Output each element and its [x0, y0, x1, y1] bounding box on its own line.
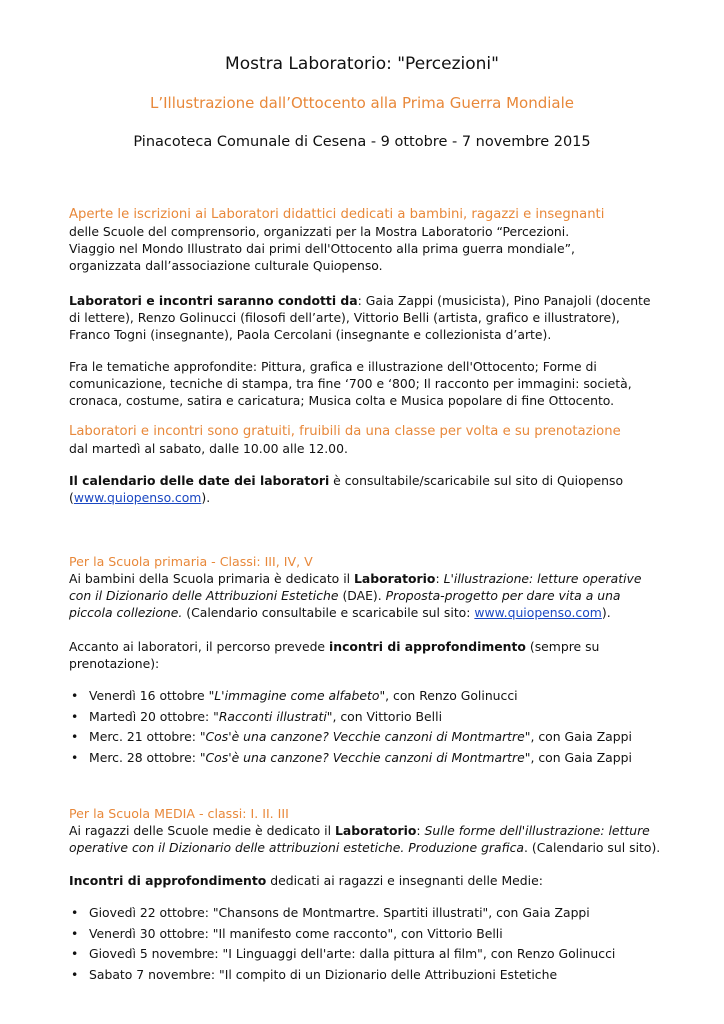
intro-lead: Aperte le iscrizioni ai Laboratori didattici dedicati a bambini, ragazzi e insegnanti: [69, 207, 605, 222]
media-line: Ai ragazzi delle Scuole medie è dedicato il Laboratorio: Sulle forme dell'illustrazione: letture: [69, 823, 650, 838]
primaria-meetings-line: Accanto ai laboratori, il percorso prevede incontri di approfondimento (sempre su: [69, 639, 600, 654]
conductors-paragraph: [69, 292, 669, 343]
primaria-section: [69, 553, 669, 621]
primaria-line: piccola collezione. (Calendario consultabile e scaricabile sul sito: www.quiopenso.com).: [69, 605, 611, 620]
list-item: • Martedì 20 ottobre: "Racconti illustrati", con Vittorio Belli: [71, 708, 443, 724]
media-section: [69, 805, 669, 856]
list-item: • Merc. 28 ottobre: "Cos'è una canzone? Vecchie canzoni di Montmartre", con Gaia Zappi: [71, 749, 632, 765]
primaria-meetings-intro: [69, 638, 669, 672]
conductors-line: di lettere), Renzo Golinucci (filosofi dell’arte), Vittorio Belli (artista, grafico e illustratore),: [69, 310, 620, 325]
media-meetings-line: Incontri di approfondimento dedicati ai ragazzi e insegnanti delle Medie:: [69, 873, 543, 888]
primaria-line: con il Dizionario delle Attribuzioni Estetiche (DAE). Proposta-progetto per dare vita a una: [69, 588, 621, 603]
list-item: • Giovedì 5 novembre: "I Linguaggi dell'arte: dalla pittura al film", con Renzo Golinucci: [71, 946, 616, 961]
list-item: • Venerdì 16 ottobre "L'immagine come alfabeto", con Renzo Golinucci: [71, 688, 518, 703]
page-subtitle: L’Illustrazione dall’Ottocento alla Prima Guerra Mondiale: [149, 94, 574, 112]
media-meetings-intro: [69, 872, 669, 889]
venue-dates: Pinacoteca Comunale di Cesena - 9 ottobre - 7 novembre 2015: [133, 134, 591, 150]
conductors-line: Laboratori e incontri saranno condotti da: Gaia Zappi (musicista), Pino Panajoli (docente: [69, 293, 651, 308]
intro-line: delle Scuole del comprensorio, organizzati per la Mostra Laboratorio “Percezioni.: [69, 224, 570, 239]
quiopenso-link[interactable]: www.quiopenso.com: [73, 490, 202, 505]
media-meetings-list: [69, 903, 689, 985]
list-item: • Sabato 7 novembre: "Il compito di un Dizionario delle Attribuzioni Estetiche: [71, 966, 558, 982]
primaria-heading: Per la Scuola primaria - Classi: III, IV, V: [69, 554, 313, 569]
page-title: Mostra Laboratorio: "Percezioni": [225, 54, 499, 74]
calendar-line: Il calendario delle date dei laboratori è consultabile/scaricabile sul sito di Quiopenso: [69, 473, 624, 488]
primaria-meetings-list: [69, 686, 689, 768]
list-item: • Giovedì 22 ottobre: "Chansons de Montmartre. Spartiti illustrati", con Gaia Zappi: [71, 905, 590, 920]
calendar-line: (www.quiopenso.com).: [69, 490, 211, 505]
media-line: operative con il Dizionario delle attribuzioni estetiche. Produzione grafica. (Calendario sul sito).: [69, 840, 661, 855]
list-item: • Merc. 21 ottobre: "Cos'è una canzone? Vecchie canzoni di Montmartre", con Gaia Zappi: [71, 729, 632, 744]
primaria-line: Ai bambini della Scuola primaria è dedicato il Laboratorio: L'illustrazione: letture operative: [69, 571, 642, 586]
free-paragraph: [69, 423, 669, 457]
themes-paragraph: [69, 358, 669, 409]
themes-line: comunicazione, tecniche di stampa, tra fine ‘700 e ‘800; Il racconto per immagini: società,: [69, 376, 632, 391]
intro-paragraph: [69, 206, 669, 274]
list-item: • Venerdì 30 ottobre: "Il manifesto come racconto", con Vittorio Belli: [71, 925, 503, 941]
intro-line: Viaggio nel Mondo Illustrato dai primi dell'Ottocento alla prima guerra mondiale”,: [69, 241, 575, 256]
free-line: dal martedì al sabato, dalle 10.00 alle 12.00.: [69, 441, 348, 456]
free-lead: Laboratori e incontri sono gratuiti, fruibili da una classe per volta e su prenotazione: [69, 424, 621, 439]
conductors-line: Franco Togni (insegnante), Paola Cercolani (insegnante e collezionista d’arte).: [69, 327, 552, 342]
themes-line: cronaca, costume, satira e caricatura; Musica colta e Musica popolare di fine Ottocento.: [69, 393, 615, 408]
primaria-meetings-line: prenotazione):: [69, 656, 160, 671]
quiopenso-link[interactable]: www.quiopenso.com: [474, 605, 602, 620]
intro-line: organizzata dall’associazione culturale Quiopenso.: [69, 258, 383, 273]
media-heading: Per la Scuola MEDIA - classi: I. II. III: [69, 806, 289, 821]
calendar-paragraph: [69, 472, 669, 506]
themes-line: Fra le tematiche approfondite: Pittura, grafica e illustrazione dell'Ottocento; Forme di: [69, 359, 597, 374]
